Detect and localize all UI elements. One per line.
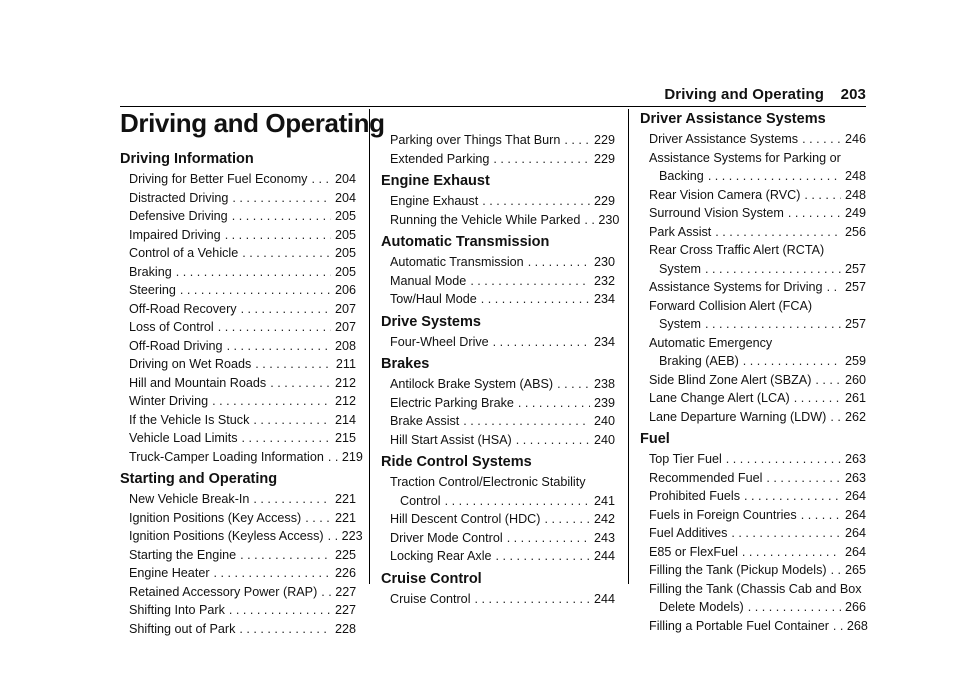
entry-title: Hill Start Assist (HSA) bbox=[390, 432, 512, 447]
entry-title: Loss of Control bbox=[129, 320, 214, 334]
section-heading: Ride Control Systems bbox=[381, 454, 532, 470]
entry-title: Backing bbox=[659, 169, 704, 183]
entry-title: Tow/Haul Mode bbox=[390, 292, 477, 306]
toc-entry[interactable] bbox=[120, 374, 356, 393]
section-heading: Brakes bbox=[381, 356, 430, 372]
entry-title: Parking over Things That Burn bbox=[390, 133, 561, 147]
toc-entry[interactable] bbox=[640, 149, 866, 186]
dot-leader bbox=[232, 189, 331, 208]
dot-leader bbox=[218, 318, 331, 337]
toc-entry[interactable] bbox=[381, 547, 615, 566]
dot-leader bbox=[705, 315, 841, 334]
dot-leader bbox=[311, 170, 331, 189]
dot-leader bbox=[726, 450, 841, 469]
entry-title: Control of a Vehicle bbox=[129, 246, 239, 260]
entry-page-number: 264 bbox=[844, 489, 866, 503]
entry-page-number: 232 bbox=[593, 273, 615, 288]
toc-entry[interactable] bbox=[381, 473, 615, 510]
dot-leader bbox=[804, 186, 841, 205]
toc-section bbox=[381, 569, 615, 609]
entry-title: Running the Vehicle While Parked bbox=[390, 212, 581, 227]
toc-entry[interactable] bbox=[120, 300, 356, 319]
entry-page-number: 264 bbox=[844, 507, 866, 522]
section-heading: Automatic Transmission bbox=[381, 234, 550, 250]
entry-title: Recommended Fuel bbox=[649, 470, 763, 485]
entry-page-number: 248 bbox=[844, 169, 866, 183]
toc-entry[interactable] bbox=[381, 412, 615, 431]
dot-leader bbox=[743, 352, 841, 371]
toc-entry[interactable] bbox=[381, 150, 615, 169]
entry-title: If the Vehicle Is Stuck bbox=[129, 412, 250, 427]
entry-page-number: 207 bbox=[334, 301, 356, 316]
entry-title: Prohibited Fuels bbox=[649, 489, 741, 503]
entry-title: Driver Mode Control bbox=[390, 530, 503, 545]
dot-leader bbox=[214, 564, 331, 583]
toc-entry[interactable] bbox=[120, 392, 356, 411]
entry-page-number: 265 bbox=[844, 563, 866, 577]
dot-leader bbox=[801, 506, 841, 525]
entry-page-number: 240 bbox=[593, 414, 615, 428]
entry-page-number: 248 bbox=[844, 187, 866, 202]
entry-page-number: 244 bbox=[593, 549, 615, 563]
entry-title: Automatic Transmission bbox=[390, 255, 524, 269]
toc-entry[interactable] bbox=[640, 506, 866, 525]
toc-entry[interactable] bbox=[120, 207, 356, 226]
entry-title: Shifting Into Park bbox=[129, 603, 225, 617]
dot-leader bbox=[481, 290, 590, 309]
entry-page-number: 223 bbox=[341, 529, 363, 543]
toc-entry[interactable] bbox=[120, 583, 356, 602]
entry-page-number: 212 bbox=[334, 375, 356, 390]
dot-leader bbox=[518, 394, 590, 413]
entry-title: Forward Collision Alert (FCA) bbox=[649, 298, 813, 313]
entry-page-number: 230 bbox=[593, 255, 615, 269]
entry-title: Cruise Control bbox=[390, 591, 471, 606]
section-heading: Drive Systems bbox=[381, 313, 481, 330]
toc-entry[interactable] bbox=[120, 170, 356, 189]
entry-title: Winter Driving bbox=[129, 394, 209, 408]
entry-page-number: 262 bbox=[844, 409, 866, 424]
toc-entry[interactable] bbox=[120, 546, 356, 565]
section-heading: Driving Information bbox=[120, 151, 254, 167]
dot-leader bbox=[507, 529, 590, 548]
entry-title: System bbox=[659, 317, 701, 331]
entry-page-number: 240 bbox=[593, 432, 615, 447]
toc-entry[interactable] bbox=[640, 223, 866, 242]
toc-entry[interactable] bbox=[640, 487, 866, 506]
toc-entry[interactable] bbox=[381, 333, 615, 352]
toc-entry[interactable] bbox=[640, 334, 866, 371]
toc-entry[interactable] bbox=[640, 450, 866, 469]
entry-title: Delete Models) bbox=[659, 600, 744, 614]
entry-title: Filling the Tank (Chassis Cab and Box bbox=[649, 581, 862, 596]
toc-entry[interactable] bbox=[640, 580, 866, 617]
dot-leader bbox=[544, 510, 590, 529]
dot-leader bbox=[788, 204, 841, 223]
entry-title: Assistance Systems for Driving bbox=[649, 280, 823, 294]
entry-title: Electric Parking Brake bbox=[390, 395, 514, 410]
entry-title: Park Assist bbox=[649, 224, 712, 239]
dot-leader bbox=[496, 547, 590, 566]
entry-page-number: 211 bbox=[335, 357, 356, 371]
entry-title: Manual Mode bbox=[390, 273, 467, 288]
entry-page-number: 263 bbox=[844, 452, 866, 466]
entry-page-number: 221 bbox=[334, 510, 356, 525]
dot-leader bbox=[253, 411, 331, 430]
entry-title: Steering bbox=[129, 283, 176, 297]
entry-title: Control bbox=[400, 493, 441, 508]
entry-page-number: 205 bbox=[334, 264, 356, 279]
toc-entry[interactable] bbox=[640, 389, 866, 408]
entry-title: Starting the Engine bbox=[129, 547, 237, 562]
toc-section bbox=[120, 149, 363, 466]
toc-entry[interactable] bbox=[120, 226, 356, 245]
dot-leader bbox=[516, 431, 590, 450]
toc-section bbox=[120, 469, 363, 638]
toc-entry[interactable] bbox=[120, 281, 356, 300]
entry-title: E85 or FlexFuel bbox=[649, 544, 738, 559]
entry-page-number: 257 bbox=[844, 317, 866, 331]
entry-title: Locking Rear Axle bbox=[390, 549, 492, 563]
dot-leader bbox=[470, 272, 590, 291]
toc-entry[interactable] bbox=[381, 529, 615, 548]
section-heading: Starting and Operating bbox=[120, 471, 278, 487]
dot-leader bbox=[227, 337, 331, 356]
dot-leader bbox=[229, 601, 331, 620]
toc-entry[interactable] bbox=[640, 617, 866, 636]
entry-page-number: 219 bbox=[341, 449, 363, 464]
entry-title: Antilock Brake System (ABS) bbox=[390, 377, 554, 391]
toc-entry[interactable] bbox=[381, 590, 615, 609]
toc-entry[interactable] bbox=[120, 244, 356, 263]
entry-title: Hill Descent Control (HDC) bbox=[390, 512, 541, 526]
dot-leader bbox=[557, 375, 590, 394]
entry-page-number: 229 bbox=[593, 194, 615, 208]
header-rule bbox=[120, 106, 866, 107]
toc-section bbox=[381, 232, 615, 309]
column-divider bbox=[628, 109, 629, 584]
entry-page-number: 215 bbox=[334, 431, 356, 445]
toc-column-3 bbox=[640, 109, 866, 635]
entry-page-number: 206 bbox=[334, 283, 356, 297]
entry-title: Vehicle Load Limits bbox=[129, 431, 238, 445]
entry-page-number: 249 bbox=[844, 206, 866, 220]
entry-title: Extended Parking bbox=[390, 151, 490, 166]
toc-entry[interactable] bbox=[640, 130, 866, 149]
dot-leader bbox=[715, 223, 841, 242]
toc-entry[interactable] bbox=[120, 509, 356, 528]
dot-leader bbox=[794, 389, 841, 408]
toc-entry[interactable] bbox=[381, 510, 615, 529]
entry-page-number: 264 bbox=[844, 526, 866, 540]
entry-title: Driving for Better Fuel Economy bbox=[129, 172, 308, 186]
toc-entry[interactable] bbox=[120, 429, 356, 448]
dot-leader bbox=[830, 408, 841, 427]
entry-page-number: 227 bbox=[334, 603, 356, 617]
toc-column-1 bbox=[120, 149, 363, 638]
entry-page-number: 221 bbox=[334, 492, 356, 506]
entry-title: Driving on Wet Roads bbox=[129, 357, 252, 371]
entry-page-number: 241 bbox=[593, 493, 615, 508]
entry-page-number: 228 bbox=[334, 621, 356, 636]
dot-leader bbox=[815, 371, 841, 390]
entry-page-number: 234 bbox=[593, 334, 615, 349]
dot-leader bbox=[239, 620, 331, 639]
dot-leader bbox=[242, 429, 331, 448]
entry-page-number: 246 bbox=[844, 132, 866, 146]
dot-leader bbox=[744, 487, 841, 506]
entry-page-number: 242 bbox=[593, 512, 615, 526]
toc-entry[interactable] bbox=[640, 186, 866, 205]
dot-leader bbox=[305, 509, 331, 528]
dot-leader bbox=[731, 524, 841, 543]
entry-page-number: 204 bbox=[334, 190, 356, 205]
toc-entry[interactable] bbox=[120, 263, 356, 282]
section-heading: Driver Assistance Systems bbox=[640, 111, 826, 127]
entry-title: Driver Assistance Systems bbox=[649, 132, 799, 146]
entry-page-number: 225 bbox=[334, 547, 356, 562]
entry-title: Traction Control/Electronic Stability bbox=[390, 475, 586, 489]
entry-title: Top Tier Fuel bbox=[649, 452, 722, 466]
entry-title: Engine Exhaust bbox=[390, 194, 479, 208]
dot-leader bbox=[445, 492, 590, 511]
dot-leader bbox=[528, 253, 590, 272]
toc-entry[interactable] bbox=[381, 290, 615, 309]
entry-page-number: 239 bbox=[593, 395, 615, 410]
entry-title: Four-Wheel Drive bbox=[390, 334, 489, 349]
entry-title: Filling a Portable Fuel Container bbox=[649, 618, 829, 633]
entry-title: Lane Departure Warning (LDW) bbox=[649, 409, 827, 424]
entry-title: Ignition Positions (Keyless Access) bbox=[129, 529, 324, 543]
entry-page-number: 256 bbox=[844, 224, 866, 239]
entry-page-number: 205 bbox=[334, 227, 356, 242]
entry-page-number: 259 bbox=[844, 354, 866, 368]
dot-leader bbox=[493, 333, 590, 352]
entry-page-number: 204 bbox=[334, 172, 356, 186]
toc-entry[interactable] bbox=[381, 394, 615, 413]
dot-leader bbox=[176, 263, 331, 282]
entry-page-number: 234 bbox=[593, 292, 615, 306]
entry-title: New Vehicle Break-In bbox=[129, 492, 250, 506]
toc-entry[interactable] bbox=[120, 527, 363, 546]
toc-entry[interactable] bbox=[120, 564, 356, 583]
dot-leader bbox=[253, 490, 331, 509]
entry-title: Side Blind Zone Alert (SBZA) bbox=[649, 372, 812, 387]
toc-entry[interactable] bbox=[640, 408, 866, 427]
toc-entry[interactable] bbox=[120, 601, 356, 620]
entry-title: Hill and Mountain Roads bbox=[129, 375, 267, 390]
entry-title: Braking (AEB) bbox=[659, 354, 739, 368]
toc-entry[interactable] bbox=[120, 337, 356, 356]
entry-title: Off-Road Recovery bbox=[129, 301, 237, 316]
dot-leader bbox=[831, 561, 841, 580]
column-divider bbox=[369, 109, 370, 584]
entry-title: Engine Heater bbox=[129, 566, 210, 580]
dot-leader bbox=[748, 598, 841, 617]
toc-entry[interactable] bbox=[381, 272, 615, 291]
toc-entry[interactable] bbox=[640, 204, 866, 223]
entry-title: Off-Road Driving bbox=[129, 338, 223, 353]
entry-page-number: 268 bbox=[846, 618, 868, 633]
entry-page-number: 207 bbox=[334, 320, 356, 334]
entry-page-number: 261 bbox=[844, 391, 866, 405]
entry-title: Truck-Camper Loading Information bbox=[129, 449, 324, 464]
dot-leader bbox=[212, 392, 331, 411]
entry-title: Lane Change Alert (LCA) bbox=[649, 391, 790, 405]
toc-entry[interactable] bbox=[640, 524, 866, 543]
toc-section bbox=[640, 109, 866, 426]
toc-entry[interactable] bbox=[120, 411, 356, 430]
entry-title: Filling the Tank (Pickup Models) bbox=[649, 563, 827, 577]
chapter-title: Driving and Operating bbox=[120, 108, 385, 138]
dot-leader bbox=[493, 150, 590, 169]
entry-title: Distracted Driving bbox=[129, 190, 229, 205]
dot-leader bbox=[328, 448, 338, 467]
toc-entry[interactable] bbox=[120, 189, 356, 208]
dot-leader bbox=[180, 281, 331, 300]
dot-leader bbox=[463, 412, 590, 431]
entry-page-number: 226 bbox=[334, 566, 356, 580]
entry-page-number: 229 bbox=[593, 151, 615, 166]
dot-leader bbox=[232, 207, 331, 226]
toc-entry[interactable] bbox=[120, 318, 356, 337]
toc-entry[interactable] bbox=[381, 253, 615, 272]
entry-page-number: 243 bbox=[593, 530, 615, 545]
entry-page-number: 257 bbox=[844, 261, 866, 276]
toc-entry[interactable] bbox=[640, 241, 866, 278]
entry-page-number: 257 bbox=[844, 280, 866, 294]
entry-page-number: 244 bbox=[593, 591, 615, 606]
running-head-title: Driving and Operating bbox=[664, 86, 824, 103]
entry-page-number: 229 bbox=[593, 133, 615, 147]
entry-page-number: 205 bbox=[334, 246, 356, 260]
entry-page-number: 208 bbox=[334, 338, 356, 353]
toc-entry[interactable] bbox=[640, 278, 866, 297]
dot-leader bbox=[255, 355, 332, 374]
toc-entry[interactable] bbox=[120, 490, 356, 509]
entry-title: Braking bbox=[129, 264, 172, 279]
toc-entry[interactable] bbox=[381, 431, 615, 450]
dot-leader bbox=[742, 543, 841, 562]
dot-leader bbox=[708, 167, 841, 186]
entry-page-number: 264 bbox=[844, 544, 866, 559]
dot-leader bbox=[242, 244, 331, 263]
toc-entry[interactable] bbox=[120, 448, 363, 467]
dot-leader bbox=[270, 374, 331, 393]
running-head bbox=[0, 86, 866, 106]
toc-entry[interactable] bbox=[640, 469, 866, 488]
dot-leader bbox=[705, 260, 841, 279]
entry-page-number: 205 bbox=[334, 209, 356, 223]
entry-page-number: 260 bbox=[844, 372, 866, 387]
section-heading: Engine Exhaust bbox=[381, 173, 490, 189]
toc-entry[interactable] bbox=[640, 543, 866, 562]
dot-leader bbox=[584, 211, 594, 230]
toc-section bbox=[381, 312, 615, 352]
entry-title: Retained Accessory Power (RAP) bbox=[129, 584, 318, 599]
dot-leader bbox=[802, 130, 841, 149]
entry-page-number: 214 bbox=[334, 412, 356, 427]
toc-entry[interactable] bbox=[640, 561, 866, 580]
toc-section bbox=[381, 452, 615, 566]
entry-title: Brake Assist bbox=[390, 414, 460, 428]
dot-leader bbox=[321, 583, 331, 602]
entry-title: System bbox=[659, 261, 701, 276]
entry-title: Assistance Systems for Parking or bbox=[649, 150, 841, 165]
entry-page-number: 266 bbox=[844, 600, 866, 614]
toc-section bbox=[381, 171, 620, 229]
toc-entry[interactable] bbox=[640, 371, 866, 390]
dot-leader bbox=[833, 617, 843, 636]
dot-leader bbox=[766, 469, 841, 488]
entry-title: Shifting out of Park bbox=[129, 621, 236, 636]
dot-leader bbox=[475, 590, 590, 609]
dot-leader bbox=[827, 278, 841, 297]
entry-title: Impaired Driving bbox=[129, 227, 221, 242]
dot-leader bbox=[225, 226, 331, 245]
dot-leader bbox=[328, 527, 338, 546]
toc-section bbox=[381, 131, 615, 168]
entry-page-number: 212 bbox=[334, 394, 356, 408]
entry-title: Defensive Driving bbox=[129, 209, 228, 223]
toc-entry[interactable] bbox=[120, 355, 356, 374]
dot-leader bbox=[241, 300, 331, 319]
entry-title: Fuel Additives bbox=[649, 526, 728, 540]
entry-page-number: 227 bbox=[335, 584, 357, 599]
entry-page-number: 238 bbox=[593, 377, 615, 391]
toc-entry[interactable] bbox=[381, 192, 615, 211]
dot-leader bbox=[482, 192, 590, 211]
entry-title: Surround Vision System bbox=[649, 206, 784, 220]
section-heading: Fuel bbox=[640, 431, 670, 447]
entry-page-number: 263 bbox=[844, 470, 866, 485]
toc-entry[interactable] bbox=[381, 131, 615, 150]
section-heading: Cruise Control bbox=[381, 570, 482, 587]
toc-section bbox=[381, 354, 615, 449]
toc-section bbox=[640, 429, 866, 635]
entry-page-number: 230 bbox=[598, 212, 620, 227]
toc-entry[interactable] bbox=[381, 211, 620, 230]
entry-title: Fuels in Foreign Countries bbox=[649, 507, 797, 522]
toc-column-2 bbox=[381, 131, 620, 608]
entry-title: Automatic Emergency bbox=[649, 335, 773, 350]
entry-title: Rear Cross Traffic Alert (RCTA) bbox=[649, 243, 825, 257]
toc-entry[interactable] bbox=[381, 375, 615, 394]
toc-entry[interactable] bbox=[120, 620, 356, 639]
dot-leader bbox=[564, 131, 590, 150]
toc-entry[interactable] bbox=[640, 297, 866, 334]
page-number: 203 bbox=[840, 86, 866, 103]
dot-leader bbox=[240, 546, 331, 565]
entry-title: Ignition Positions (Key Access) bbox=[129, 510, 302, 525]
entry-title: Rear Vision Camera (RVC) bbox=[649, 187, 801, 202]
